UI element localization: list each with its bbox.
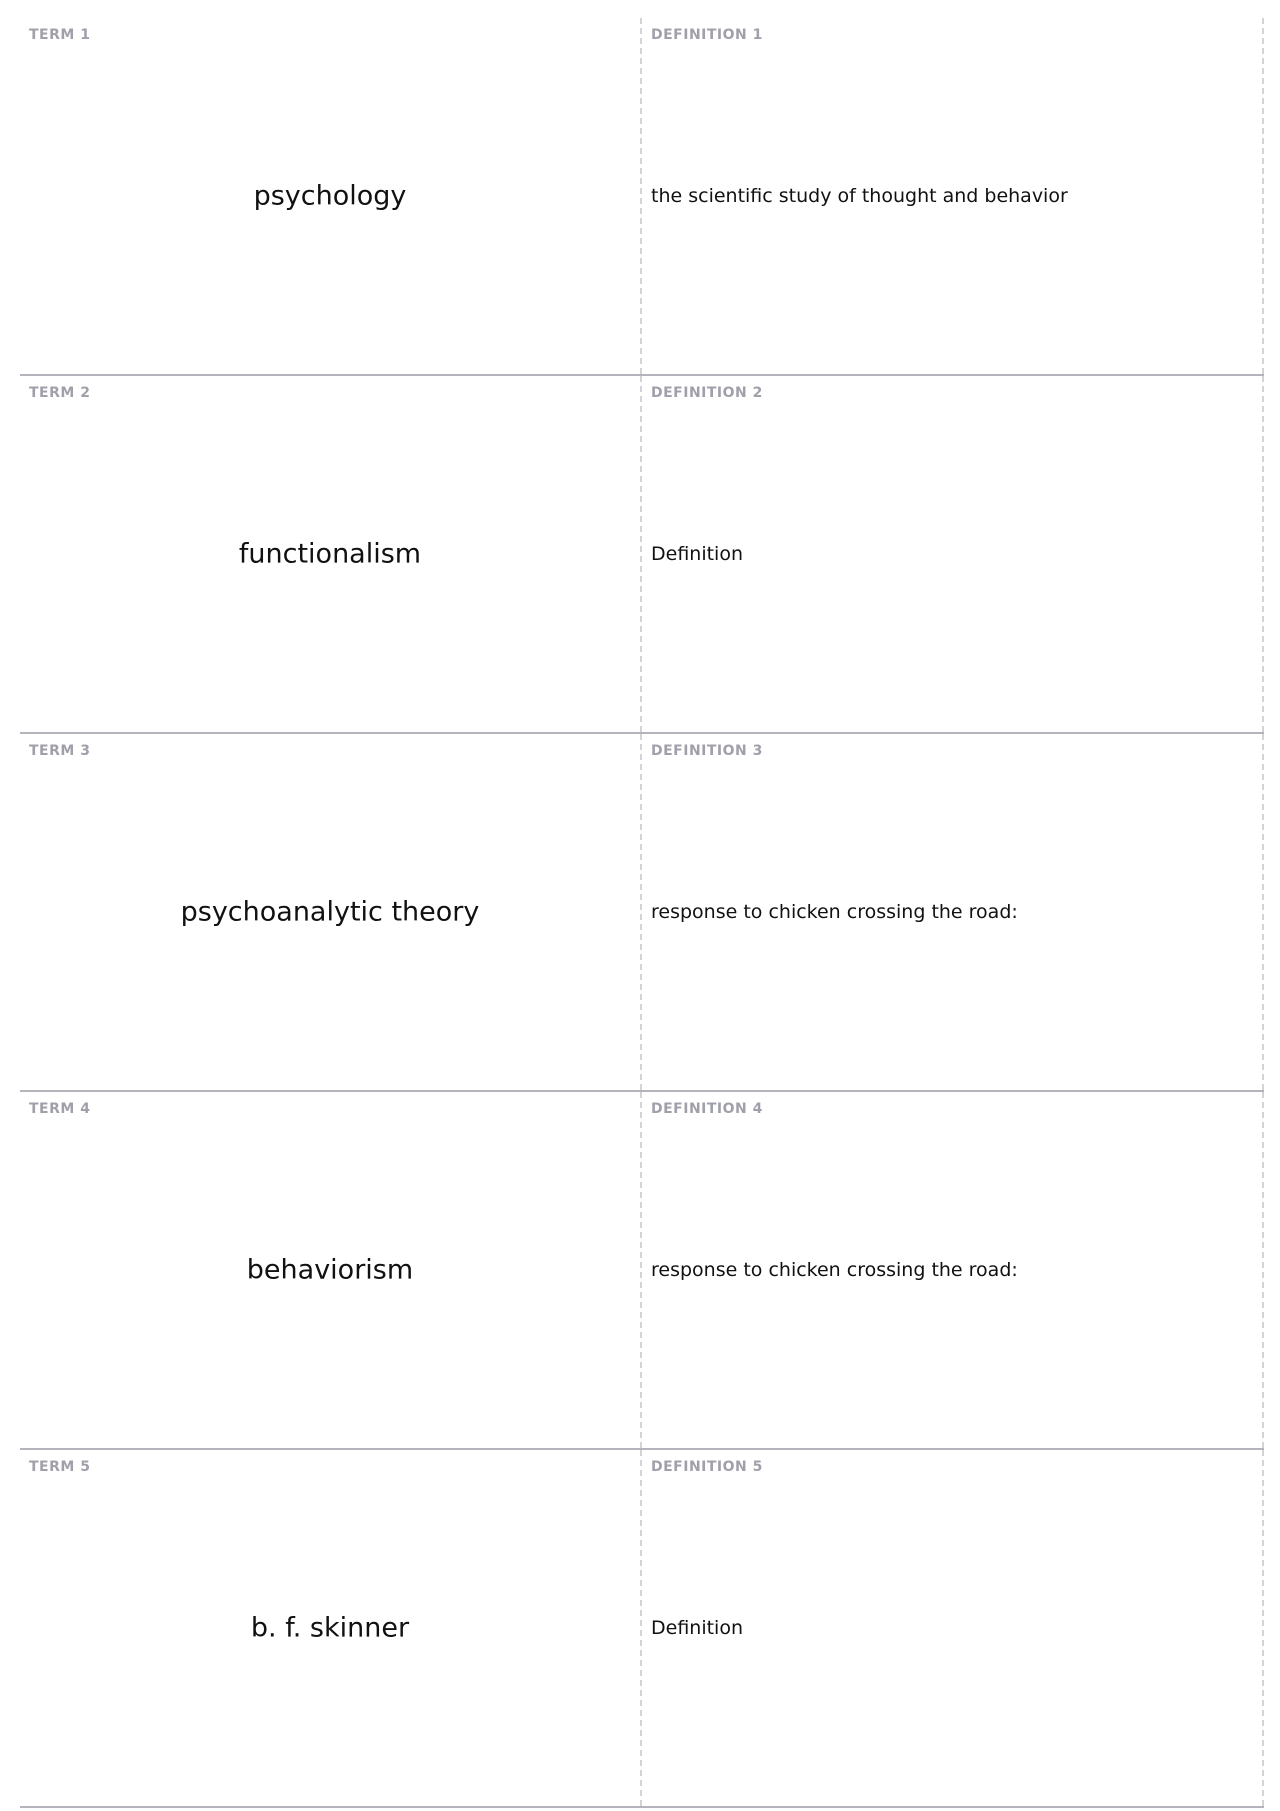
definition-text: response to chicken crossing the road: (651, 901, 1018, 923)
definition-label: DEFINITION 1 (651, 27, 763, 43)
definition-cell (642, 18, 1264, 374)
term-label: TERM 4 (29, 1101, 91, 1117)
term-text: b. f. skinner (250, 1612, 410, 1644)
definition-text: the scientific study of thought and behavior (651, 185, 1068, 207)
term-label: TERM 3 (29, 743, 91, 759)
term-text: behaviorism (246, 1254, 414, 1286)
definition-label: DEFINITION 4 (651, 1101, 763, 1117)
term-cell (20, 734, 642, 1090)
definition-text: Definition (651, 1617, 744, 1639)
term-cell (20, 1092, 642, 1448)
flashcard-row-2 (20, 376, 1264, 734)
term-label: TERM 1 (29, 27, 91, 43)
flashcard-row-5 (20, 1450, 1264, 1808)
term-cell (20, 1450, 642, 1806)
flashcard-row-4 (20, 1092, 1264, 1450)
definition-cell (642, 376, 1264, 732)
definition-text: response to chicken crossing the road: (651, 1259, 1018, 1281)
definition-cell (642, 734, 1264, 1090)
definition-cell (642, 1092, 1264, 1448)
definition-label: DEFINITION 2 (651, 385, 763, 401)
term-cell (20, 376, 642, 732)
term-cell (20, 18, 642, 374)
definition-label: DEFINITION 3 (651, 743, 763, 759)
term-label: TERM 5 (29, 1459, 91, 1475)
flashcard-row-3 (20, 734, 1264, 1092)
definition-label: DEFINITION 5 (651, 1459, 763, 1475)
definition-text: Definition (651, 543, 744, 565)
flashcard-row-1 (20, 18, 1264, 376)
definition-cell (642, 1450, 1264, 1806)
flashcard-sheet (20, 18, 1264, 1801)
term-text: functionalism (238, 538, 422, 570)
term-label: TERM 2 (29, 385, 91, 401)
term-text: psychoanalytic theory (180, 896, 480, 928)
term-text: psychology (253, 180, 407, 212)
